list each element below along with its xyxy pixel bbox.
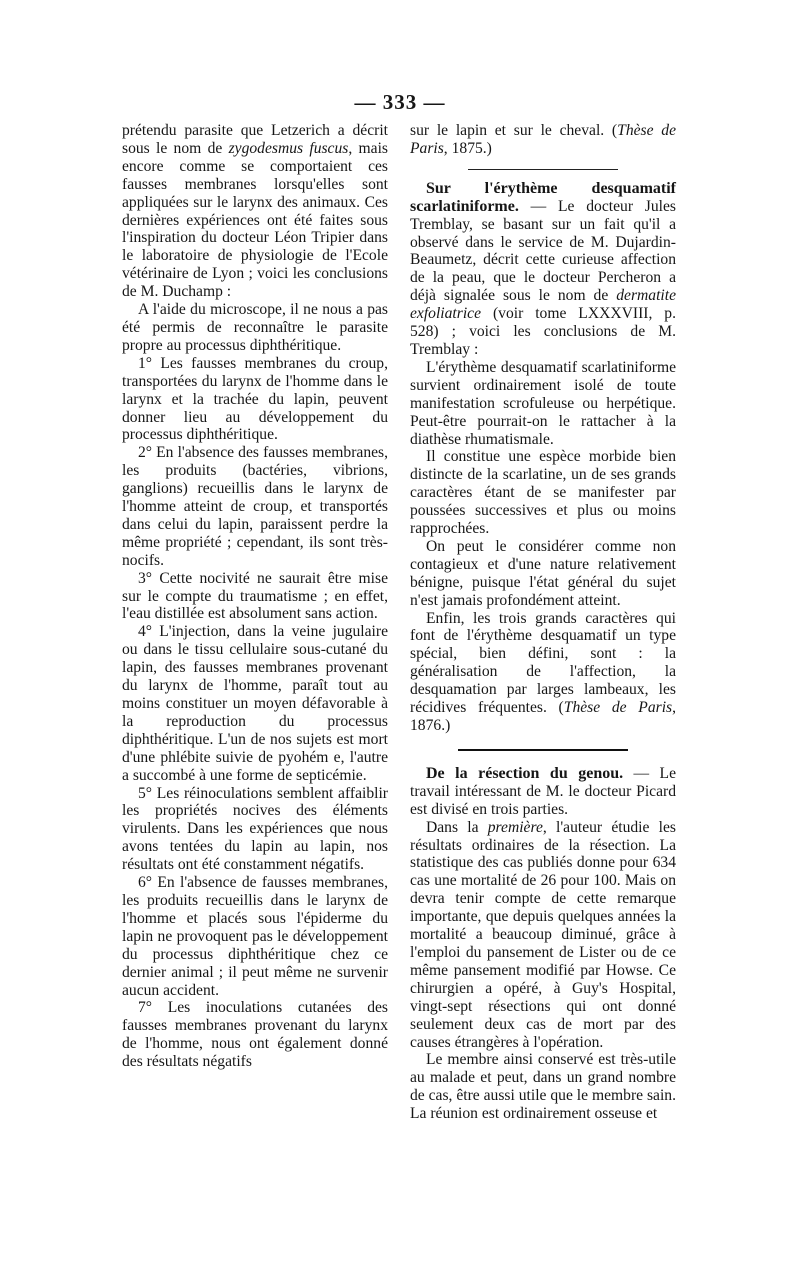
- citation: Thèse de Paris: [563, 699, 673, 717]
- text: prétendu parasite que Letzerich a décrit sous le nom de: [122, 122, 388, 157]
- left-column: [122, 122, 388, 1071]
- right-column: [410, 122, 676, 1123]
- paragraph: Le membre ainsi conservé est très-utile au malade et peut, dans un grand nombre de cas, être aussi utile que le membre sain. La réunion est ordinairement osseuse et: [410, 1051, 676, 1123]
- paragraph: [122, 122, 388, 301]
- paragraph: 7° Les inoculations cutanées des fausses membranes provenant du larynx de l'homme, nous ont également donné des résultats négatifs: [122, 999, 388, 1071]
- paragraph: 4° L'injection, dans la veine jugulaire ou dans le tissu cellulaire sous-cutané du lapin, des fausses membranes provenant du larynx de l'homme, paraît tout au moins constituer un moyen défavorable à la reproduction du processus diphthéritique. L'un de nos sujets est mort d'une phlébite suivie de pyohém e, l'autre a succombé à une forme de septicémie.: [122, 623, 388, 784]
- text: , l'auteur étudie les résultats ordinaires de la résection. La statistique des cas publiés donne pour 634 cas une mortalité de 26 pour 100. Mais on devra tenir compte de cette remarque importante, que depuis quelques années la mortalité a beaucoup diminué, grâce à l'emploi du pansement de Lister ou de ce même pansement modifié par Howse. Ce chirurgien a opéré, à Guy's Hospital, vingt-sept résections qui ont donné seulement deux cas de mort par des causes étrangères à l'opération.: [410, 818, 676, 1051]
- paragraph: 2° En l'absence des fausses membranes, les produits (bactéries, vibrions, ganglions) recueillis dans le larynx de l'homme atteint de croup, et transportés dans celui du lapin, paraissent perdre la même propriété ; cependant, ils sont très-nocifs.: [122, 444, 388, 569]
- text: sur le lapin et sur le cheval. (: [410, 122, 618, 139]
- paragraph: 6° En l'absence de fausses membranes, les produits recueillis dans le larynx de l'homme et placés sous l'épiderme du lapin ne provoquent pas le développement du processus diphthéritique chez ce dernier animal ; il peut même ne survenir aucun accident.: [122, 874, 388, 999]
- section-divider: [458, 749, 628, 751]
- text: — Le docteur Jules Tremblay, se basant sur un fait qu'il a observé dans le service de M. Dujardin-Beaumetz, décrit cette curieuse affection de la peau, que le docteur Percheron a déjà signalée sous le nom de: [410, 197, 676, 305]
- paragraph: 1° Les fausses membranes du croup, transportées du larynx de l'homme dans le larynx et la trachée du lapin, peuvent donner lieu au développement du processus diphthéritique.: [122, 354, 388, 444]
- text: — Le travail intéressant de M. le docteur Picard est divisé en trois parties.: [410, 764, 676, 818]
- paragraph: 5° Les réinoculations semblent affaiblir les propriétés nocives des éléments virulents. Dans les expériences que nous avons tentées du lapin au lapin, nos résultats ont été constamment négatifs.: [122, 784, 388, 874]
- article-heading: Sur l'érythème desquamatif scarlatiniforme.: [410, 179, 676, 215]
- paragraph: A l'aide du microscope, il ne nous a pas été permis de reconnaître le parasite propre au processus diphthéritique.: [122, 301, 388, 354]
- emphasis: première: [487, 818, 543, 836]
- page-number: — 333 —: [354, 90, 446, 114]
- text: , mais encore comme se comportaient ces fausses membranes lorsqu'elles sont appliquées sur le larynx des animaux. Ces dernières expériences ont été faites sous l'inspiration du docteur Léon Tripier dans le laboratoire de physiologie de l'Ecole vétérinaire de Lyon ; voici les conclusions de M. Duchamp :: [122, 139, 388, 301]
- paragraph: [410, 122, 676, 158]
- text: , 1876.): [410, 699, 676, 734]
- article-heading: De la résection du genou.: [426, 764, 624, 782]
- text: Dans la: [426, 818, 488, 836]
- paragraph: [410, 180, 676, 359]
- citation: Thèse de Paris: [410, 122, 676, 157]
- term: dermatite exfoliatrice: [410, 287, 676, 323]
- text: (voir tome LXXXVIII, p. 528) ; voici les conclusions de M. Tremblay :: [410, 305, 676, 358]
- paragraph: L'érythème desquamatif scarlatiniforme survient ordinairement isolé de toute manifestation scrofuleuse ou herpétique. Peut-être pourrait-on le rattacher à la diathèse rhumatismale.: [410, 358, 676, 448]
- paragraph: On peut le considérer comme non contagieux et d'une nature relativement bénigne, puisque l'état général du sujet n'est jamais profondément atteint.: [410, 537, 676, 609]
- paragraph: Il constitue une espèce morbide bien distincte de la scarlatine, un de ses grands caractères étant de se manifester par poussées successives et plus ou moins rapprochées.: [410, 448, 676, 538]
- paragraph: 3° Cette nocivité ne saurait être mise sur le compte du traumatisme ; en effet, l'eau distillée est absolument sans action.: [122, 569, 388, 623]
- paragraph: [410, 765, 676, 819]
- text: , 1875.): [443, 139, 492, 157]
- text: Enfin, les trois grands caractères qui font de l'érythème desquamatif un type spécial, bien défini, sont : la généralisation de l'affection, la desquamation par larges lambeaux, les récidives fréquentes. (: [410, 609, 676, 717]
- paragraph: [410, 610, 676, 735]
- paragraph: [410, 819, 676, 1052]
- section-divider: [468, 169, 618, 170]
- species-name: zygodesmus fuscus: [228, 139, 349, 157]
